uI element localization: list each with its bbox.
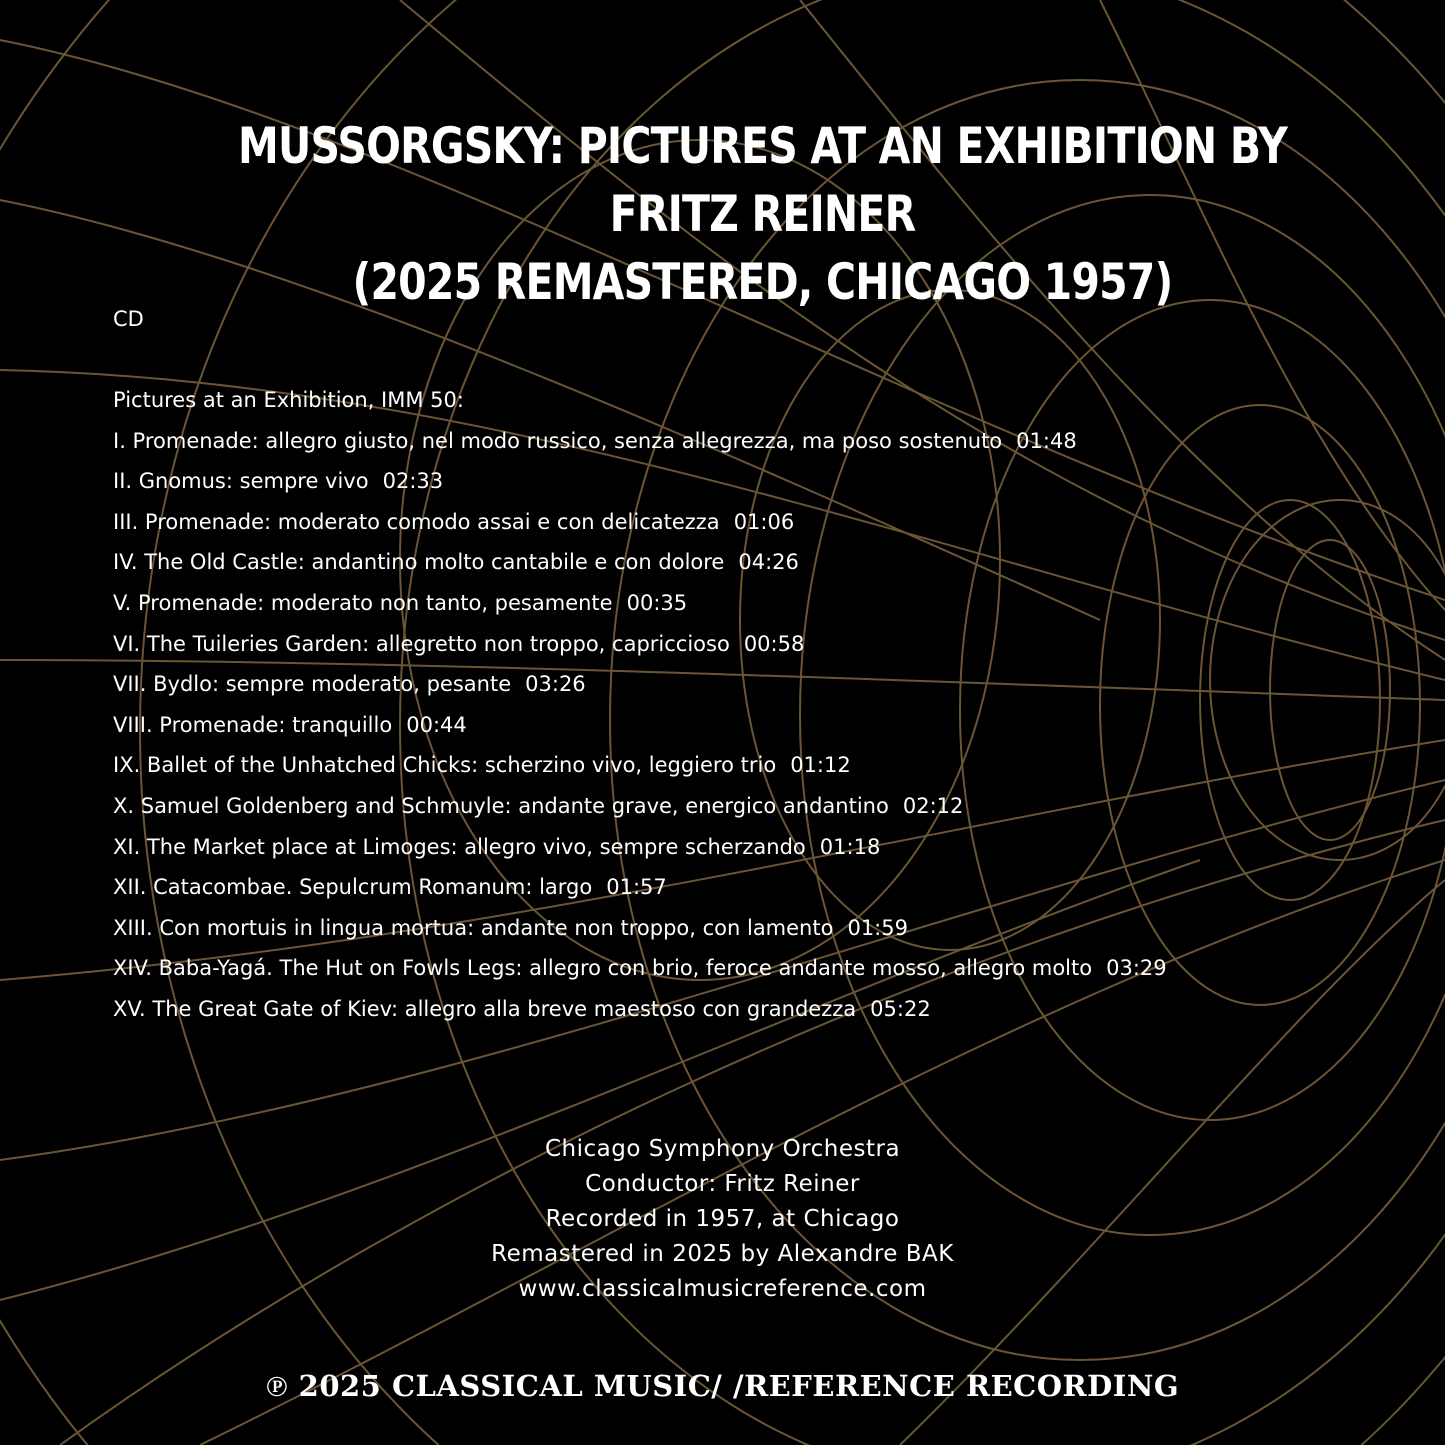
album-title xyxy=(203,112,1322,316)
track-duration: 05:22 xyxy=(870,996,931,1021)
track-title: XIII. Con mortuis in lingua mortua: andante non troppo, con lamento xyxy=(113,915,834,940)
track-row xyxy=(113,709,1363,750)
track-row xyxy=(113,587,1363,628)
track-duration: 03:26 xyxy=(525,672,586,697)
track-duration: 02:12 xyxy=(902,793,964,818)
track-row xyxy=(113,952,1363,993)
track-duration: 01:48 xyxy=(1016,428,1077,453)
tracklist xyxy=(113,384,1363,1034)
album-title-line-1: MUSSORGSKY: PICTURES AT AN EXHIBITION BY FRITZ REINER xyxy=(238,117,1287,243)
track-title: IX. Ballet of the Unhatched Chicks: scherzino vivo, leggiero trio xyxy=(113,753,777,778)
track-title: XI. The Market place at Limoges: allegro vivo, sempre scherzando xyxy=(113,834,806,859)
track-title: VIII. Promenade: tranquillo xyxy=(113,712,393,737)
track-duration: 00:44 xyxy=(406,712,467,737)
track-title: III. Promenade: moderato comodo assai e con delicatezza xyxy=(113,509,720,534)
track-row xyxy=(113,912,1363,953)
track-duration: 01:06 xyxy=(733,509,795,534)
track-title: VI. The Tuileries Garden: allegretto non troppo, capriccioso xyxy=(113,631,730,656)
track-title: VII. Bydlo: sempre moderato, pesante xyxy=(113,672,512,697)
track-row xyxy=(113,831,1363,872)
track-title: XII. Catacombae. Sepulcrum Romanum: largo xyxy=(113,875,593,900)
track-duration: 02:33 xyxy=(382,469,444,494)
credits-block xyxy=(0,1132,1445,1307)
credit-conductor: Conductor: Fritz Reiner xyxy=(585,1171,860,1197)
track-row xyxy=(113,993,1363,1034)
track-duration: 00:58 xyxy=(743,631,805,656)
credit-remastered: Remastered in 2025 by Alexandre BAK xyxy=(491,1241,954,1267)
track-row xyxy=(113,546,1363,587)
track-title: V. Promenade: moderato non tanto, pesamente xyxy=(113,590,613,615)
track-duration: 01:59 xyxy=(847,915,908,940)
track-row xyxy=(113,871,1363,912)
track-title: I. Promenade: allegro giusto, nel modo russico, senza allegrezza, ma poso sostenuto xyxy=(113,428,1003,453)
copyright-notice: ℗ 2025 CLASSICAL MUSIC/ /REFERENCE RECORDING xyxy=(265,1369,1180,1403)
track-duration: 03:29 xyxy=(1106,956,1167,981)
track-duration: 04:26 xyxy=(738,550,799,575)
track-row xyxy=(113,749,1363,790)
track-row xyxy=(113,506,1363,547)
track-row xyxy=(113,790,1363,831)
credit-website: www.classicalmusicreference.com xyxy=(518,1276,927,1302)
work-title: Pictures at an Exhibition, IMM 50: xyxy=(113,388,464,412)
track-title: XIV. Baba-Yagá. The Hut on Fowls Legs: allegro con brio, feroce andante mosso, allegro molto xyxy=(113,956,1093,981)
track-title: XV. The Great Gate of Kiev: allegro alla breve maestoso con grandezza xyxy=(113,996,857,1021)
track-title: II. Gnomus: sempre vivo xyxy=(113,469,369,494)
credit-orchestra: Chicago Symphony Orchestra xyxy=(544,1136,901,1162)
track-duration: 01:57 xyxy=(606,875,667,900)
track-row xyxy=(113,465,1363,506)
track-duration: 00:35 xyxy=(626,590,688,615)
track-row xyxy=(113,668,1363,709)
credit-recorded: Recorded in 1957, at Chicago xyxy=(545,1206,900,1232)
track-title: IV. The Old Castle: andantino molto cantabile e con dolore xyxy=(113,550,725,575)
track-row xyxy=(113,628,1363,669)
track-row xyxy=(113,425,1363,466)
track-duration: 01:12 xyxy=(790,753,851,778)
track-duration: 01:18 xyxy=(819,834,881,859)
track-title: X. Samuel Goldenberg and Schmuyle: andante grave, energico andantino xyxy=(113,793,889,818)
format-label: CD xyxy=(113,307,144,331)
album-title-line-2: (2025 REMASTERED, CHICAGO 1957) xyxy=(352,253,1173,311)
